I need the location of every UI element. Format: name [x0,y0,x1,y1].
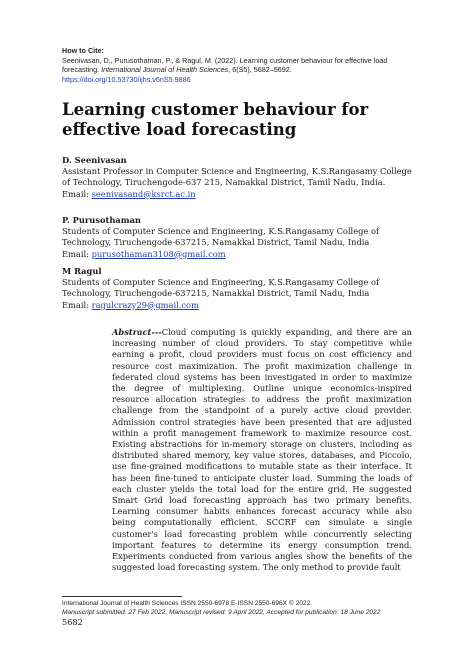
citation-block [62,46,422,84]
author-block [62,155,422,200]
citation-line2 [62,65,422,75]
author-email-link[interactable]: purusothaman3108@gmail.com [91,248,226,259]
footer-submission-dates: Manuscript submitted: 27 Feb 2022, Manuscript revised: 9 April 2022, Accepted for publication: 18 June 2022 [62,608,381,616]
author-affiliation: Students of Computer Science and Engineering, K.S.Rangasamy College of Technology, Tiruchengode-637215, Namakkal District, Tamil Nadu, India [62,277,380,299]
page-footer [62,600,422,627]
email-label: Email: [62,188,89,199]
citation-volume: , 6(S5), 5682–5692. [228,65,292,75]
abstract-label: Abstract--- [112,327,162,337]
abstract [112,327,412,573]
author-email-link[interactable]: ragulcrazy29@gmail.com [91,299,199,310]
citation-prefix: forecasting. [62,65,100,75]
author-name: P. Purusothaman [62,215,141,225]
author-block [62,215,422,260]
email-label: Email: [62,299,89,310]
footer-divider [62,596,182,597]
email-label: Email: [62,248,89,259]
citation-heading: How to Cite: [62,46,104,55]
footer-journal-line: International Journal of Health Sciences ISSN 2550-6978 E-ISSN 2550-696X © 2022. [62,600,313,607]
author-affiliation: Assistant Professor in Computer Science and Engineering, K.S.Rangasamy College of Technology, Tiruchengode-637 215, Namakkal District, Tamil Nadu, India. [62,166,412,188]
citation-authors: Seenivasan, D., Purusothaman, P., & Ragul, M. (2022). Learning customer behaviour for effective load [62,55,388,65]
author-email-link[interactable]: seenivasand@ksrct.ac.in [91,188,196,199]
author-affiliation: Students of Computer Science and Engineering, K.S.Rangasamy College of Technology, Tiruchengode-637215, Namakkal District, Tamil Nadu, India [62,226,380,248]
author-block [62,266,422,311]
citation-journal: International Journal of Health Sciences [101,65,229,75]
doi-link[interactable]: https://doi.org/10.53730/ijhs.v6nS5.9886 [62,74,191,84]
author-name: M Ragul [62,266,102,276]
paper-title: Learning customer behaviour for effective load forecasting [62,100,369,139]
page-number: 5682 [62,617,83,628]
author-name: D. Seenivasan [62,155,127,165]
abstract-text: Cloud computing is quickly expanding, and there are an increasing number of cloud providers. To stay competitive while earning a profit, cloud providers must focus on cost efficiency and resource cost maximization. The profit maximization challenge in federated cloud systems has been investigated in order to maximize the degree of multiplexing. Outline unique economics-inspired resource allocation strategies to address the profit maximization challenge from the standpoint of a purely active cloud provider. Admission control strategies have been presented that are adjusted within a profit management framework to maximize resource cost. Existing abstractions for in-memory storage on clusters, including as distributed shared memory, key value stores, databases, and Piccolo, use fine-grained modifications to mutable state as their interface. It has been fine-tuned to anticipate cluster load. Summing the loads of each cluster yields the total load for the entire grid. He suggested Smart Grid load forecasting approach has two primary benefits. Learning consumer habits enhances forecast accuracy while also being computationally efficient. SCCRF can simulate a single customer's load forecasting problem while concurrently selecting important features to determine its energy consumption trend. Experiments conducted from various angles show the benefits of the suggested load forecasting system. The only method to provide fault [112,327,412,573]
